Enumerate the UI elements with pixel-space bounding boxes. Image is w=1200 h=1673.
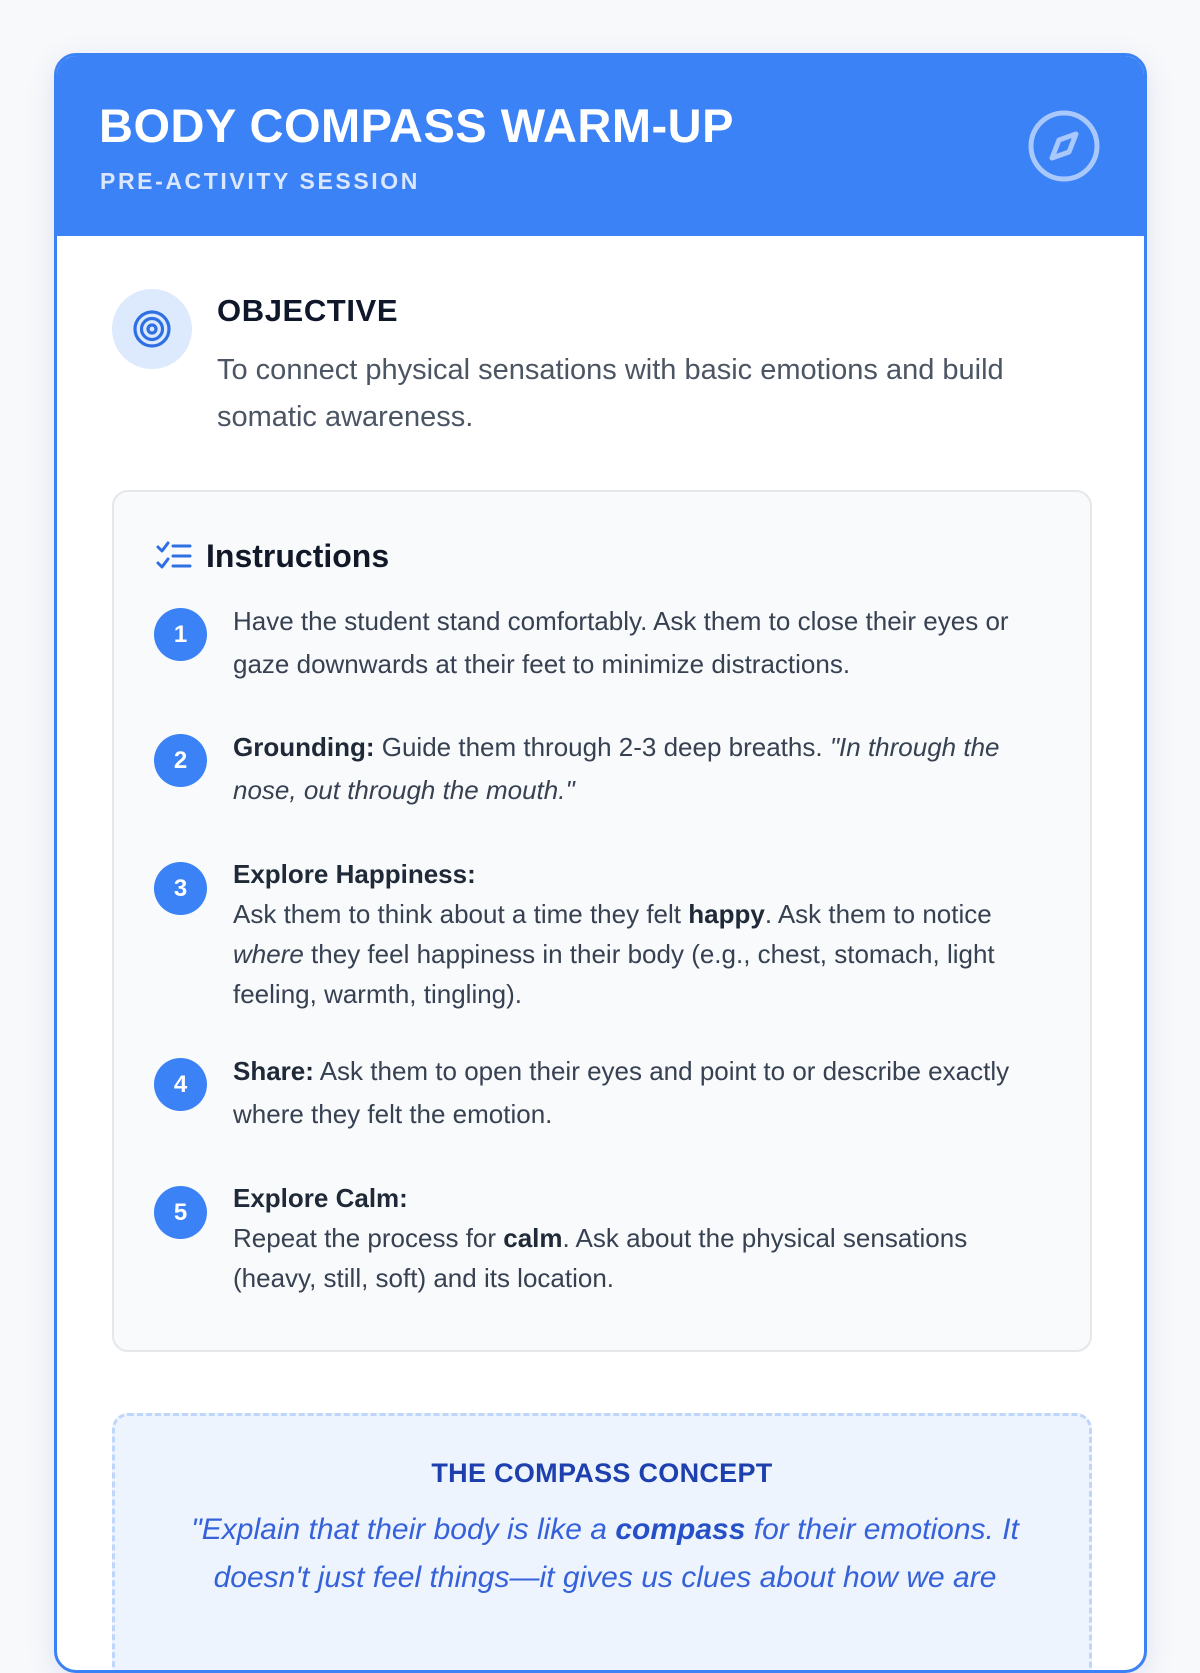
step-label: Share:: [233, 1056, 314, 1086]
step-label: Explore Happiness:: [233, 859, 476, 889]
step-number: 5: [154, 1186, 207, 1239]
page-title: BODY COMPASS WARM-UP: [99, 99, 734, 152]
step-text: Explore Calm: Repeat the process for calm. Ask about the physical sensations (heavy, still, soft) and its location.: [233, 1178, 1053, 1298]
step-number: 3: [154, 862, 207, 915]
target-icon: [132, 309, 172, 349]
step-number: 1: [154, 608, 207, 661]
concept-heading: THE COMPASS CONCEPT: [431, 1458, 773, 1488]
compass-concept-box: [112, 1413, 1092, 1673]
step-text: Have the student stand comfortably. Ask them to close their eyes or gaze downwards at their feet to minimize distractions.: [233, 606, 1009, 679]
page-subtitle: PRE-ACTIVITY SESSION: [100, 168, 420, 194]
card-header: [57, 56, 1144, 236]
step-number: 2: [154, 734, 207, 787]
step-text: Grounding: Guide them through 2-3 deep breaths. "In through the nose, out through the mouth.": [233, 732, 1000, 805]
step-text: Explore Happiness: Ask them to think about a time they felt happy. Ask them to notice where they feel happiness in their body (e.g., chest, stomach, light feeling, warmth, tingling).: [233, 854, 1053, 1014]
instructions-heading: Instructions: [206, 538, 390, 574]
step-text: Share: Ask them to open their eyes and point to or describe exactly where they felt the emotion.: [233, 1056, 1010, 1129]
concept-quote: "Explain that their body is like a compass for their emotions. It doesn't just feel things—it gives us clues about how we are: [191, 1513, 1019, 1594]
compass-icon: [1027, 109, 1101, 183]
step-label: Grounding:: [233, 732, 375, 762]
checklist-icon: [156, 541, 192, 573]
step-quote: "In through the nose, out through the mouth.": [233, 732, 1000, 805]
objective-badge: [112, 289, 192, 369]
warmup-card: [54, 53, 1147, 1673]
objective-heading: OBJECTIVE: [217, 293, 399, 328]
step-number: 4: [154, 1058, 207, 1111]
objective-text: To connect physical sensations with basic emotions and build somatic awareness.: [217, 354, 1004, 433]
instructions-panel: [112, 490, 1092, 1352]
step-label: Explore Calm:: [233, 1183, 408, 1213]
